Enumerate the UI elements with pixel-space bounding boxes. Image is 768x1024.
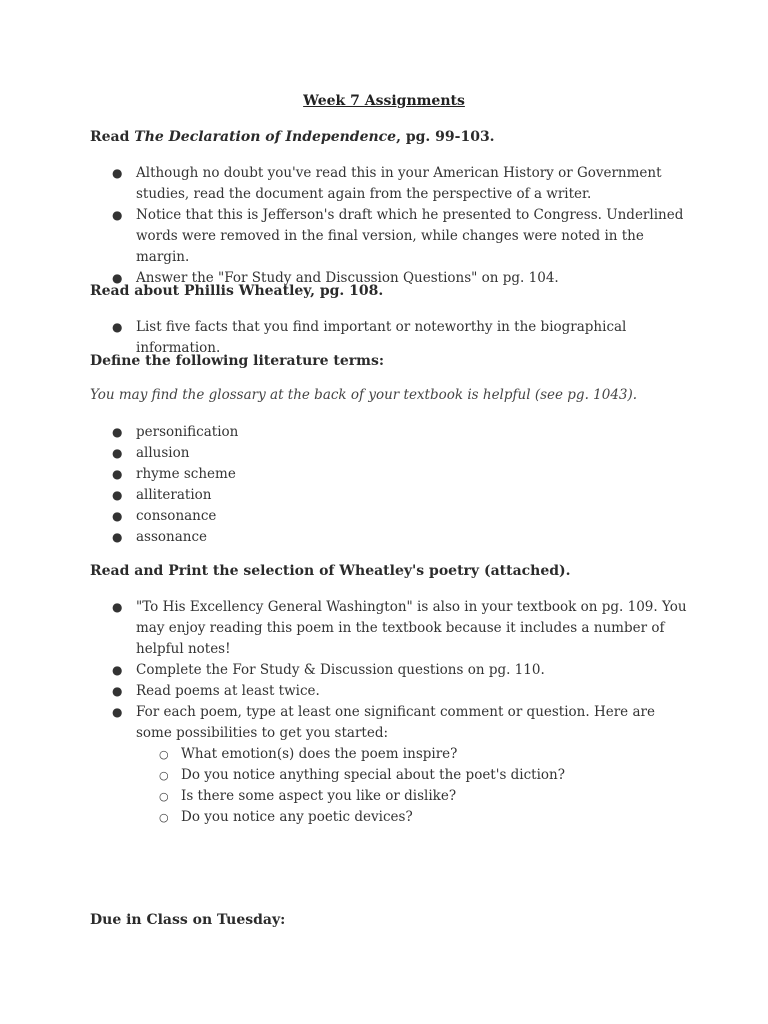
list-item-text: Read poems at least twice. xyxy=(136,683,320,699)
bullet-icon: ● xyxy=(112,705,123,719)
sub-bullet-icon: ○ xyxy=(159,748,169,761)
term-text: assonance xyxy=(136,529,208,545)
bullet-icon: ● xyxy=(112,320,123,334)
page-title: Week 7 Assignments xyxy=(303,93,465,109)
bullet-icon: ● xyxy=(112,271,123,285)
list-item xyxy=(110,422,690,443)
list-item xyxy=(110,660,690,681)
bullet-icon: ● xyxy=(112,530,123,544)
sub-bullet-icon: ○ xyxy=(159,790,169,803)
glossary-note: You may find the glossary at the back of your textbook is helpful (see pg. 1043). xyxy=(90,387,638,403)
bullet-icon: ● xyxy=(112,488,123,502)
sub-item-text: Do you notice anything special about the poet's diction? xyxy=(181,767,565,783)
section-heading-poetry: Read and Print the selection of Wheatley's poetry (attached). xyxy=(90,563,571,579)
list-item-text: Complete the For Study & Discussion questions on pg. 110. xyxy=(136,662,545,678)
list-item-text: Although no doubt you've read this in your American History or Government studies, read the document again from the perspective of a writer. xyxy=(136,165,662,202)
sub-item-text: Is there some aspect you like or dislike? xyxy=(181,788,457,804)
declaration-list xyxy=(110,163,690,289)
section-heading-terms: Define the following literature terms: xyxy=(90,353,385,369)
list-item xyxy=(110,702,690,828)
bullet-icon: ● xyxy=(112,467,123,481)
heading-suffix: , pg. 99-103. xyxy=(396,129,495,145)
bullet-icon: ● xyxy=(112,208,123,222)
bullet-icon: ● xyxy=(112,663,123,677)
bullet-icon: ● xyxy=(112,425,123,439)
list-item xyxy=(110,597,690,660)
list-item xyxy=(110,443,690,464)
sub-list-item xyxy=(136,786,690,807)
list-item-text: List five facts that you find important or noteworthy in the biographical information. xyxy=(136,319,627,356)
bullet-icon: ● xyxy=(112,684,123,698)
sub-item-text: Do you notice any poetic devices? xyxy=(181,809,413,825)
sub-list-item xyxy=(136,765,690,786)
terms-list xyxy=(110,422,690,548)
bullet-icon: ● xyxy=(112,446,123,460)
bullet-icon: ● xyxy=(112,600,123,614)
list-item-text: For each poem, type at least one significant comment or question. Here are some possibilities to get you started: xyxy=(136,704,655,741)
sub-bullet-icon: ○ xyxy=(159,811,169,824)
due-heading: Due in Class on Tuesday: xyxy=(90,912,286,928)
poetry-list xyxy=(110,597,690,828)
sub-list-item xyxy=(136,807,690,828)
term-text: alliteration xyxy=(136,487,212,503)
list-item xyxy=(110,506,690,527)
work-title: The Declaration of Independence xyxy=(134,129,397,145)
heading-prefix: Read xyxy=(90,129,135,145)
term-text: allusion xyxy=(136,445,190,461)
section-heading-declaration xyxy=(90,129,495,145)
sub-bullet-icon: ○ xyxy=(159,769,169,782)
list-item xyxy=(110,464,690,485)
list-item xyxy=(110,485,690,506)
term-text: rhyme scheme xyxy=(136,466,236,482)
bullet-icon: ● xyxy=(112,166,123,180)
list-item xyxy=(110,527,690,548)
list-item-text: Notice that this is Jefferson's draft which he presented to Congress. Underlined words were removed in the final version, while changes were noted in the margin. xyxy=(136,207,684,265)
bullet-icon: ● xyxy=(112,509,123,523)
list-item xyxy=(110,681,690,702)
section-heading-wheatley: Read about Phillis Wheatley, pg. 108. xyxy=(90,283,384,299)
term-text: personification xyxy=(136,424,239,440)
sub-list xyxy=(136,744,690,828)
list-item xyxy=(110,205,690,268)
sub-item-text: What emotion(s) does the poem inspire? xyxy=(181,746,458,762)
list-item-text: Answer the "For Study and Discussion Questions" on pg. 104. xyxy=(136,270,559,286)
term-text: consonance xyxy=(136,508,217,524)
list-item xyxy=(110,163,690,205)
sub-list-item xyxy=(136,744,690,765)
list-item-text: "To His Excellency General Washington" is also in your textbook on pg. 109. You may enjoy reading this poem in the textbook because it includes a number of helpful notes! xyxy=(136,599,687,657)
